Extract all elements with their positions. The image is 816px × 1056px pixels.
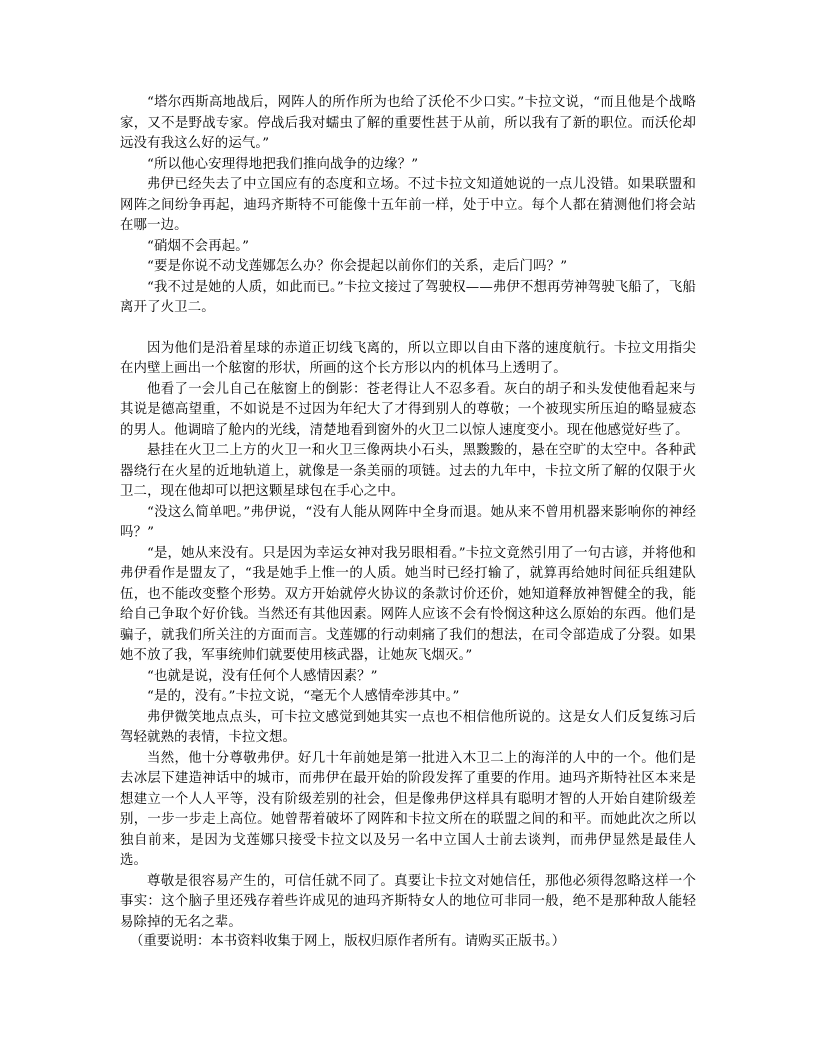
paragraph: “要是你说不动戈莲娜怎么办？你会提起以前你们的关系，走后门吗？”: [147, 259, 568, 274]
paragraph: 弗伊微笑地点点头，可卡拉文感觉到她其实一点也不相信他所说的。这是女人们反复练习后驾轻就熟的表情，卡拉文想。: [120, 709, 696, 745]
page-body: [120, 93, 696, 933]
paragraph: 他看了一会儿自己在舷窗上的倒影：苍老得让人不忍多看。灰白的胡子和头发使他看起来与其说是德高望重，不如说是不过因为年纪大了才得到别人的尊敬；一个被现实所压迫的略显疲态的男人。他调暗了舱内的光线，清楚地看到窗外的火卫二以惊人速度变小。现在他感觉好些了。: [120, 381, 696, 438]
paragraph: “是的，没有。”卡拉文说，“毫无个人感情牵涉其中。”: [147, 689, 460, 704]
copyright-note: （重要说明：本书资料收集于网上，版权归原作者所有。请购买正版书。）: [130, 934, 566, 949]
paragraph: “也就是说，没有任何个人感情因素？”: [147, 668, 378, 684]
paragraph: 当然，他十分尊敬弗伊。好几十年前她是第一批进入木卫二上的海洋的人中的一个。他们是去冰层下建造神话中的城市，而弗伊在最开始的阶段发挥了重要的作用。迪玛齐斯特社区本来是想建立一个人人平等，没有阶级差别的社会，但是像弗伊这样具有聪明才智的人开始自建阶级差别，一步一步走上高位。她曾帮着破坏了网阵和卡拉文所在的联盟之间的和平。而她此次之所以独自前来，是因为戈莲娜只接受卡拉文以及另一名中立国人士前去谈判，而弗伊显然是最佳人选。: [120, 750, 696, 868]
paragraph: 尊敬是很容易产生的，可信任就不同了。真要让卡拉文对她信任，那他必须得忽略这样一个事实：这个脑子里还残存着些许成见的迪玛齐斯特女人的地位可非同一般，绝不是那种敌人能轻易除掉的无名之辈。: [120, 873, 696, 930]
paragraph: 悬挂在火卫二上方的火卫一和火卫三像两块小石头，黑黢黢的，悬在空旷的太空中。各种武器绕行在火星的近地轨道上，就像是一条美丽的项链。过去的九年中，卡拉文所了解的仅限于火卫二，现在他却可以把这颗星球包在手心之中。: [120, 443, 696, 499]
paragraph: 因为他们是沿着星球的赤道正切线飞离的，所以立即以自由下落的速度航行。卡拉文用指尖在内壁上画出一个舷窗的形状，所画的这个长方形以内的机体马上透明了。: [120, 340, 696, 376]
paragraph: “硝烟不会再起。”: [147, 238, 250, 254]
paragraph: “所以他心安理得地把我们推向战争的边缘？”: [147, 156, 419, 172]
paragraph: 弗伊已经失去了中立国应有的态度和立场。不过卡拉文知道她说的一点儿没错。如果联盟和网阵之间纷争再起，迪玛齐斯特不可能像十五年前一样，处于中立。每个人都在猜测他们将会站在哪一边。: [120, 177, 696, 233]
section-break: [120, 319, 696, 339]
paragraph: “是，她从来没有。只是因为幸运女神对我另眼相看。”卡拉文竟然引用了一句古谚，并将他和弗伊看作是盟友了，“我是她手上惟一的人质。她当时已经打输了，就算再给她时间征兵组建队伍，也不能改变整个形势。双方开始就停火协议的条款讨价还价，她知道释放神智健全的我，能给自己争取个好价钱。当然还有其他因素。网阵人应该不会有怜悯这种这么原始的东西。他们是骗子，就我们所关注的方面而言。戈莲娜的行动刺痛了我们的想法，在司令部造成了分裂。如果她不放了我，军事统帅们就要使用核武器，让她灰飞烟灭。”: [120, 545, 696, 663]
paragraph: “我不过是她的人质，如此而已。”卡拉文接过了驾驶权——弗伊不想再劳神驾驶飞船了，飞船离开了火卫二。: [120, 279, 696, 315]
paragraph: “没这么简单吧。”弗伊说，“没有人能从网阵中全身而退。她从来不曾用机器来影响你的神经吗？”: [120, 504, 696, 540]
paragraph: “塔尔西斯高地战后，网阵人的所作所为也给了沃伦不少口实。”卡拉文说，“而且他是个战略家，又不是野战专家。停战后我对蠕虫了解的重要性甚于从前，所以我有了新的职位。而沃伦却远没有我这么好的运气。”: [120, 95, 696, 151]
